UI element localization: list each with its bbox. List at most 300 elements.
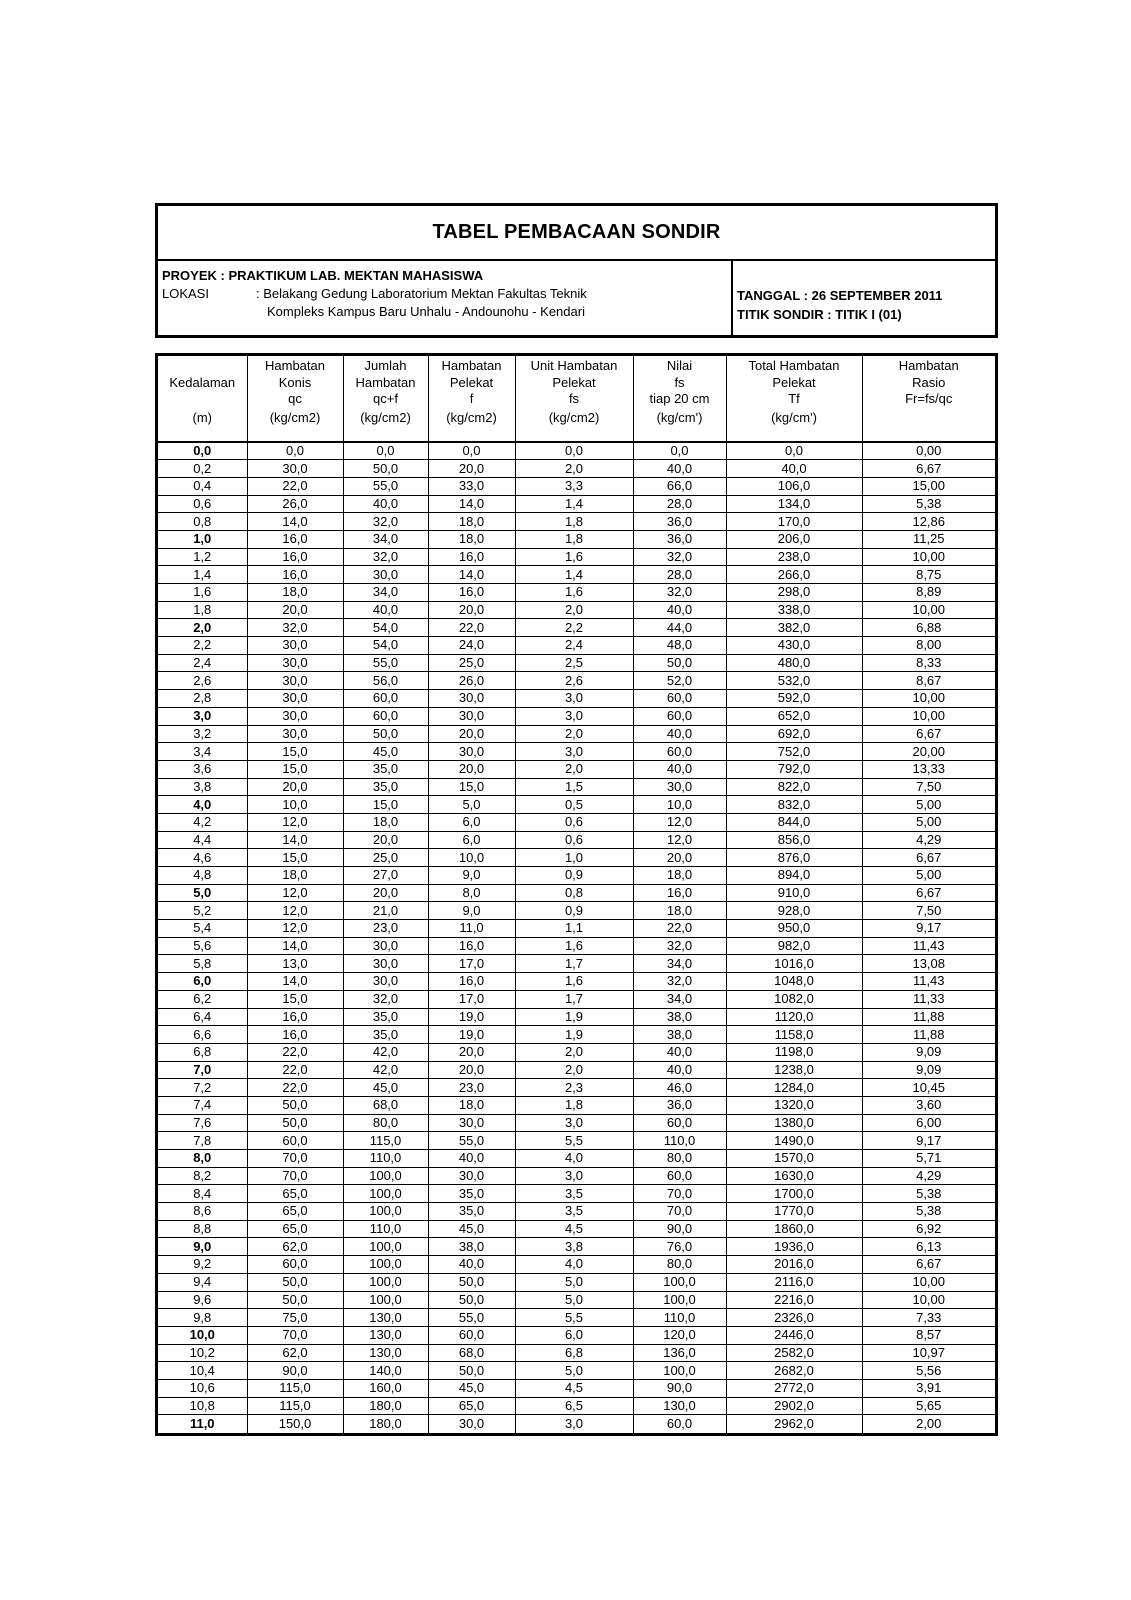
value-cell: 5,0 [515, 1273, 633, 1291]
value-cell: 1,1 [515, 920, 633, 938]
value-cell: 115,0 [247, 1379, 343, 1397]
value-cell: 56,0 [343, 672, 428, 690]
depth-cell: 9,4 [158, 1273, 247, 1291]
value-cell: 48,0 [633, 637, 726, 655]
column-header-line: (kg/cm') [771, 409, 817, 425]
value-cell: 60,0 [343, 707, 428, 725]
value-cell: 100,0 [343, 1185, 428, 1203]
value-cell: 68,0 [428, 1344, 515, 1362]
value-cell: 2962,0 [726, 1415, 862, 1433]
column-header-line: qc [288, 391, 302, 406]
value-cell: 150,0 [247, 1415, 343, 1433]
value-cell: 9,0 [428, 902, 515, 920]
value-cell: 34,0 [633, 990, 726, 1008]
value-cell: 3,0 [515, 1415, 633, 1433]
value-cell: 20,0 [428, 760, 515, 778]
value-cell: 14,0 [247, 831, 343, 849]
depth-cell: 3,6 [158, 760, 247, 778]
value-cell: 10,0 [247, 796, 343, 814]
table-row [158, 1079, 995, 1097]
value-cell: 70,0 [247, 1167, 343, 1185]
value-cell: 652,0 [726, 707, 862, 725]
value-cell: 130,0 [343, 1309, 428, 1327]
value-cell: 60,0 [343, 690, 428, 708]
value-cell: 27,0 [343, 867, 428, 885]
value-cell: 22,0 [247, 1061, 343, 1079]
value-cell: 40,0 [726, 460, 862, 478]
table-row [158, 495, 995, 513]
depth-cell: 3,4 [158, 743, 247, 761]
value-cell: 11,0 [428, 920, 515, 938]
value-cell: 4,5 [515, 1220, 633, 1238]
depth-cell: 7,0 [158, 1061, 247, 1079]
column-header-line: Pelekat [449, 374, 494, 390]
column-header-line: Hambatan [355, 374, 416, 390]
column-header-line: Total Hambatan [748, 358, 840, 373]
value-cell: 50,0 [247, 1291, 343, 1309]
value-cell: 592,0 [726, 690, 862, 708]
depth-cell: 5,8 [158, 955, 247, 973]
table-row [158, 725, 995, 743]
value-cell: 6,8 [515, 1344, 633, 1362]
table-row [158, 778, 995, 796]
depth-cell: 10,0 [158, 1326, 247, 1344]
table-row [158, 601, 995, 619]
value-cell: 30,0 [343, 973, 428, 991]
value-cell: 7,50 [862, 778, 995, 796]
test-date: TANGGAL : 26 SEPTEMBER 2011 [737, 288, 943, 303]
value-cell: 876,0 [726, 849, 862, 867]
table-row [158, 1326, 995, 1344]
project-name: PROYEK : PRAKTIKUM LAB. MEKTAN MAHASISWA [162, 268, 484, 283]
value-cell: 1,5 [515, 778, 633, 796]
value-cell: 12,86 [862, 513, 995, 531]
value-cell: 5,71 [862, 1150, 995, 1168]
depth-cell: 10,2 [158, 1344, 247, 1362]
value-cell: 115,0 [247, 1397, 343, 1415]
value-cell: 100,0 [343, 1256, 428, 1274]
depth-cell: 7,2 [158, 1079, 247, 1097]
value-cell: 50,0 [343, 725, 428, 743]
table-row [158, 1362, 995, 1380]
value-cell: 5,38 [862, 495, 995, 513]
value-cell: 12,0 [247, 884, 343, 902]
depth-cell: 6,4 [158, 1008, 247, 1026]
column-header-line: Hambatan [898, 358, 959, 373]
value-cell: 928,0 [726, 902, 862, 920]
value-cell: 2,2 [515, 619, 633, 637]
value-cell: 2682,0 [726, 1362, 862, 1380]
table-row [158, 566, 995, 584]
value-cell: 0,0 [515, 442, 633, 460]
value-cell: 1284,0 [726, 1079, 862, 1097]
value-cell: 50,0 [633, 654, 726, 672]
table-row [158, 530, 995, 548]
value-cell: 822,0 [726, 778, 862, 796]
table-row [158, 743, 995, 761]
value-cell: 50,0 [343, 460, 428, 478]
value-cell: 3,0 [515, 743, 633, 761]
value-cell: 65,0 [247, 1185, 343, 1203]
value-cell: 8,89 [862, 584, 995, 602]
column-header-line: Pelekat [772, 374, 816, 390]
value-cell: 6,00 [862, 1114, 995, 1132]
value-cell: 8,57 [862, 1326, 995, 1344]
column-header-line: (kg/cm2) [548, 409, 600, 425]
value-cell: 18,0 [633, 902, 726, 920]
value-cell: 20,0 [428, 1061, 515, 1079]
value-cell: 16,0 [428, 548, 515, 566]
depth-cell: 2,4 [158, 654, 247, 672]
depth-cell: 2,6 [158, 672, 247, 690]
value-cell: 75,0 [247, 1309, 343, 1327]
value-cell: 6,67 [862, 884, 995, 902]
value-cell: 35,0 [428, 1185, 515, 1203]
value-cell: 20,00 [862, 743, 995, 761]
value-cell: 11,43 [862, 973, 995, 991]
value-cell: 844,0 [726, 813, 862, 831]
column-header-line: Hambatan [441, 358, 502, 373]
value-cell: 752,0 [726, 743, 862, 761]
value-cell: 80,0 [343, 1114, 428, 1132]
value-cell: 3,0 [515, 1167, 633, 1185]
depth-cell: 3,2 [158, 725, 247, 743]
value-cell: 45,0 [428, 1220, 515, 1238]
value-cell: 238,0 [726, 548, 862, 566]
column-header-line: fs [568, 391, 580, 406]
value-cell: 10,0 [428, 849, 515, 867]
value-cell: 40,0 [633, 725, 726, 743]
value-cell: 1,4 [515, 495, 633, 513]
value-cell: 140,0 [343, 1362, 428, 1380]
value-cell: 54,0 [343, 619, 428, 637]
table-row [158, 619, 995, 637]
value-cell: 14,0 [247, 513, 343, 531]
value-cell: 13,33 [862, 760, 995, 778]
table-row [158, 637, 995, 655]
value-cell: 4,5 [515, 1379, 633, 1397]
value-cell: 298,0 [726, 584, 862, 602]
value-cell: 3,0 [515, 1114, 633, 1132]
depth-cell: 10,4 [158, 1362, 247, 1380]
value-cell: 15,0 [343, 796, 428, 814]
depth-cell: 9,6 [158, 1291, 247, 1309]
value-cell: 60,0 [633, 1167, 726, 1185]
depth-cell: 1,2 [158, 548, 247, 566]
value-cell: 18,0 [247, 584, 343, 602]
value-cell: 9,0 [428, 867, 515, 885]
value-cell: 0,6 [515, 831, 633, 849]
value-cell: 30,0 [428, 743, 515, 761]
value-cell: 76,0 [633, 1238, 726, 1256]
value-cell: 2,0 [515, 460, 633, 478]
value-cell: 38,0 [428, 1238, 515, 1256]
value-cell: 40,0 [633, 760, 726, 778]
depth-cell: 2,0 [158, 619, 247, 637]
value-cell: 12,0 [633, 813, 726, 831]
value-cell: 45,0 [343, 1079, 428, 1097]
value-cell: 20,0 [247, 601, 343, 619]
depth-cell: 10,8 [158, 1397, 247, 1415]
table-row [158, 1238, 995, 1256]
value-cell: 60,0 [633, 690, 726, 708]
value-cell: 2582,0 [726, 1344, 862, 1362]
value-cell: 4,0 [515, 1150, 633, 1168]
value-cell: 1,4 [515, 566, 633, 584]
value-cell: 30,0 [428, 707, 515, 725]
value-cell: 25,0 [428, 654, 515, 672]
value-cell: 4,29 [862, 831, 995, 849]
value-cell: 19,0 [428, 1026, 515, 1044]
value-cell: 100,0 [343, 1167, 428, 1185]
table-row [158, 813, 995, 831]
value-cell: 16,0 [428, 584, 515, 602]
table-row [158, 442, 995, 460]
value-cell: 110,0 [633, 1132, 726, 1150]
value-cell: 22,0 [247, 477, 343, 495]
value-cell: 52,0 [633, 672, 726, 690]
table-row [158, 1150, 995, 1168]
column-header-line: Pelekat [552, 374, 596, 390]
test-info [733, 261, 995, 335]
value-cell: 11,88 [862, 1026, 995, 1044]
value-cell: 32,0 [343, 990, 428, 1008]
value-cell: 3,3 [515, 477, 633, 495]
value-cell: 36,0 [633, 513, 726, 531]
value-cell: 30,0 [247, 672, 343, 690]
table-row [158, 548, 995, 566]
value-cell: 5,00 [862, 796, 995, 814]
column-header-line: (kg/cm') [656, 409, 703, 425]
value-cell: 11,33 [862, 990, 995, 1008]
value-cell: 12,0 [247, 813, 343, 831]
value-cell: 42,0 [343, 1061, 428, 1079]
value-cell: 54,0 [343, 637, 428, 655]
value-cell: 60,0 [247, 1132, 343, 1150]
value-cell: 4,0 [515, 1256, 633, 1274]
value-cell: 1,8 [515, 530, 633, 548]
table-row [158, 460, 995, 478]
value-cell: 20,0 [343, 831, 428, 849]
value-cell: 0,6 [515, 813, 633, 831]
depth-cell: 0,4 [158, 477, 247, 495]
value-cell: 3,0 [515, 707, 633, 725]
value-cell: 832,0 [726, 796, 862, 814]
value-cell: 50,0 [428, 1291, 515, 1309]
column-header-line: Kedalaman [169, 374, 236, 390]
value-cell: 532,0 [726, 672, 862, 690]
value-cell: 10,00 [862, 707, 995, 725]
value-cell: 25,0 [343, 849, 428, 867]
table-row [158, 884, 995, 902]
value-cell: 0,0 [247, 442, 343, 460]
value-cell: 80,0 [633, 1256, 726, 1274]
column-header-line [158, 358, 247, 375]
value-cell: 3,5 [515, 1203, 633, 1221]
value-cell: 90,0 [633, 1379, 726, 1397]
value-cell: 1,6 [515, 548, 633, 566]
value-cell: 20,0 [633, 849, 726, 867]
value-cell: 1158,0 [726, 1026, 862, 1044]
value-cell: 60,0 [633, 1114, 726, 1132]
value-cell: 266,0 [726, 566, 862, 584]
value-cell: 136,0 [633, 1344, 726, 1362]
value-cell: 70,0 [247, 1326, 343, 1344]
column-header-line: (m) [192, 409, 212, 425]
depth-cell: 8,4 [158, 1185, 247, 1203]
value-cell: 1,7 [515, 955, 633, 973]
value-cell: 14,0 [247, 973, 343, 991]
table-row [158, 1096, 995, 1114]
value-cell: 6,0 [515, 1326, 633, 1344]
value-cell: 1048,0 [726, 973, 862, 991]
depth-cell: 4,6 [158, 849, 247, 867]
value-cell: 65,0 [247, 1220, 343, 1238]
value-cell: 30,0 [428, 690, 515, 708]
column-header-line: Rasio [912, 374, 946, 390]
value-cell: 16,0 [428, 937, 515, 955]
value-cell: 8,75 [862, 566, 995, 584]
value-cell: 6,5 [515, 1397, 633, 1415]
value-cell: 8,00 [862, 637, 995, 655]
value-cell: 6,88 [862, 619, 995, 637]
value-cell: 180,0 [343, 1397, 428, 1415]
value-cell: 35,0 [343, 1026, 428, 1044]
value-cell: 3,8 [515, 1238, 633, 1256]
value-cell: 34,0 [343, 584, 428, 602]
value-cell: 23,0 [428, 1079, 515, 1097]
value-cell: 32,0 [343, 548, 428, 566]
value-cell: 9,17 [862, 1132, 995, 1150]
value-cell: 1,8 [515, 513, 633, 531]
value-cell: 106,0 [726, 477, 862, 495]
value-cell: 5,65 [862, 1397, 995, 1415]
value-cell: 2902,0 [726, 1397, 862, 1415]
value-cell: 910,0 [726, 884, 862, 902]
value-cell: 100,0 [633, 1291, 726, 1309]
value-cell: 5,38 [862, 1185, 995, 1203]
value-cell: 50,0 [247, 1114, 343, 1132]
document-title: TABEL PEMBACAAN SONDIR [158, 206, 995, 261]
value-cell: 2216,0 [726, 1291, 862, 1309]
column-header-line: Fr=fs/qc [905, 391, 953, 406]
table-row [158, 1132, 995, 1150]
value-cell: 30,0 [343, 955, 428, 973]
value-cell: 6,13 [862, 1238, 995, 1256]
value-cell: 68,0 [343, 1096, 428, 1114]
column-header-line: Hambatan [265, 358, 325, 373]
value-cell: 5,0 [515, 1362, 633, 1380]
value-cell: 100,0 [633, 1362, 726, 1380]
value-cell: 70,0 [247, 1150, 343, 1168]
value-cell: 1,8 [515, 1096, 633, 1114]
value-cell: 32,0 [247, 619, 343, 637]
value-cell: 5,38 [862, 1203, 995, 1221]
value-cell: 36,0 [633, 530, 726, 548]
location-row [162, 285, 727, 303]
table-row [158, 1061, 995, 1079]
value-cell: 45,0 [428, 1379, 515, 1397]
depth-cell: 2,8 [158, 690, 247, 708]
value-cell: 30,0 [247, 460, 343, 478]
value-cell: 18,0 [428, 1096, 515, 1114]
value-cell: 30,0 [343, 937, 428, 955]
value-cell: 110,0 [343, 1220, 428, 1238]
value-cell: 14,0 [247, 937, 343, 955]
value-cell: 5,5 [515, 1309, 633, 1327]
test-point: TITIK SONDIR : TITIK I (01) [737, 307, 902, 322]
depth-cell: 0,0 [158, 442, 247, 460]
value-cell: 0,5 [515, 796, 633, 814]
value-cell: 2016,0 [726, 1256, 862, 1274]
value-cell: 2326,0 [726, 1309, 862, 1327]
value-cell: 2,5 [515, 654, 633, 672]
value-cell: 22,0 [428, 619, 515, 637]
value-cell: 480,0 [726, 654, 862, 672]
value-cell: 100,0 [343, 1203, 428, 1221]
table-row [158, 831, 995, 849]
value-cell: 2,4 [515, 637, 633, 655]
depth-cell: 3,8 [158, 778, 247, 796]
value-cell: 40,0 [633, 460, 726, 478]
value-cell: 30,0 [633, 778, 726, 796]
value-cell: 1320,0 [726, 1096, 862, 1114]
value-cell: 2,0 [515, 760, 633, 778]
value-cell: 1,7 [515, 990, 633, 1008]
value-cell: 40,0 [343, 495, 428, 513]
value-cell: 12,0 [247, 920, 343, 938]
table-row [158, 584, 995, 602]
value-cell: 90,0 [633, 1220, 726, 1238]
value-cell: 10,45 [862, 1079, 995, 1097]
value-cell: 1,0 [515, 849, 633, 867]
depth-cell: 5,6 [158, 937, 247, 955]
depth-cell: 0,8 [158, 513, 247, 531]
value-cell: 38,0 [633, 1026, 726, 1044]
value-cell: 35,0 [428, 1203, 515, 1221]
value-cell: 100,0 [343, 1238, 428, 1256]
depth-cell: 0,6 [158, 495, 247, 513]
value-cell: 18,0 [633, 867, 726, 885]
value-cell: 8,67 [862, 672, 995, 690]
value-cell: 2446,0 [726, 1326, 862, 1344]
value-cell: 40,0 [633, 1043, 726, 1061]
value-cell: 1016,0 [726, 955, 862, 973]
value-cell: 12,0 [247, 902, 343, 920]
value-cell: 45,0 [343, 743, 428, 761]
value-cell: 115,0 [343, 1132, 428, 1150]
value-cell: 792,0 [726, 760, 862, 778]
table-row [158, 1291, 995, 1309]
value-cell: 3,60 [862, 1096, 995, 1114]
depth-cell: 7,8 [158, 1132, 247, 1150]
value-cell: 30,0 [247, 725, 343, 743]
depth-cell: 1,0 [158, 530, 247, 548]
value-cell: 0,0 [343, 442, 428, 460]
value-cell: 40,0 [343, 601, 428, 619]
value-cell: 66,0 [633, 477, 726, 495]
value-cell: 30,0 [428, 1167, 515, 1185]
value-cell: 206,0 [726, 530, 862, 548]
depth-cell: 8,6 [158, 1203, 247, 1221]
value-cell: 0,00 [862, 442, 995, 460]
value-cell: 0,8 [515, 884, 633, 902]
value-cell: 6,0 [428, 813, 515, 831]
value-cell: 15,0 [247, 743, 343, 761]
value-cell: 1198,0 [726, 1043, 862, 1061]
value-cell: 382,0 [726, 619, 862, 637]
value-cell: 40,0 [633, 601, 726, 619]
